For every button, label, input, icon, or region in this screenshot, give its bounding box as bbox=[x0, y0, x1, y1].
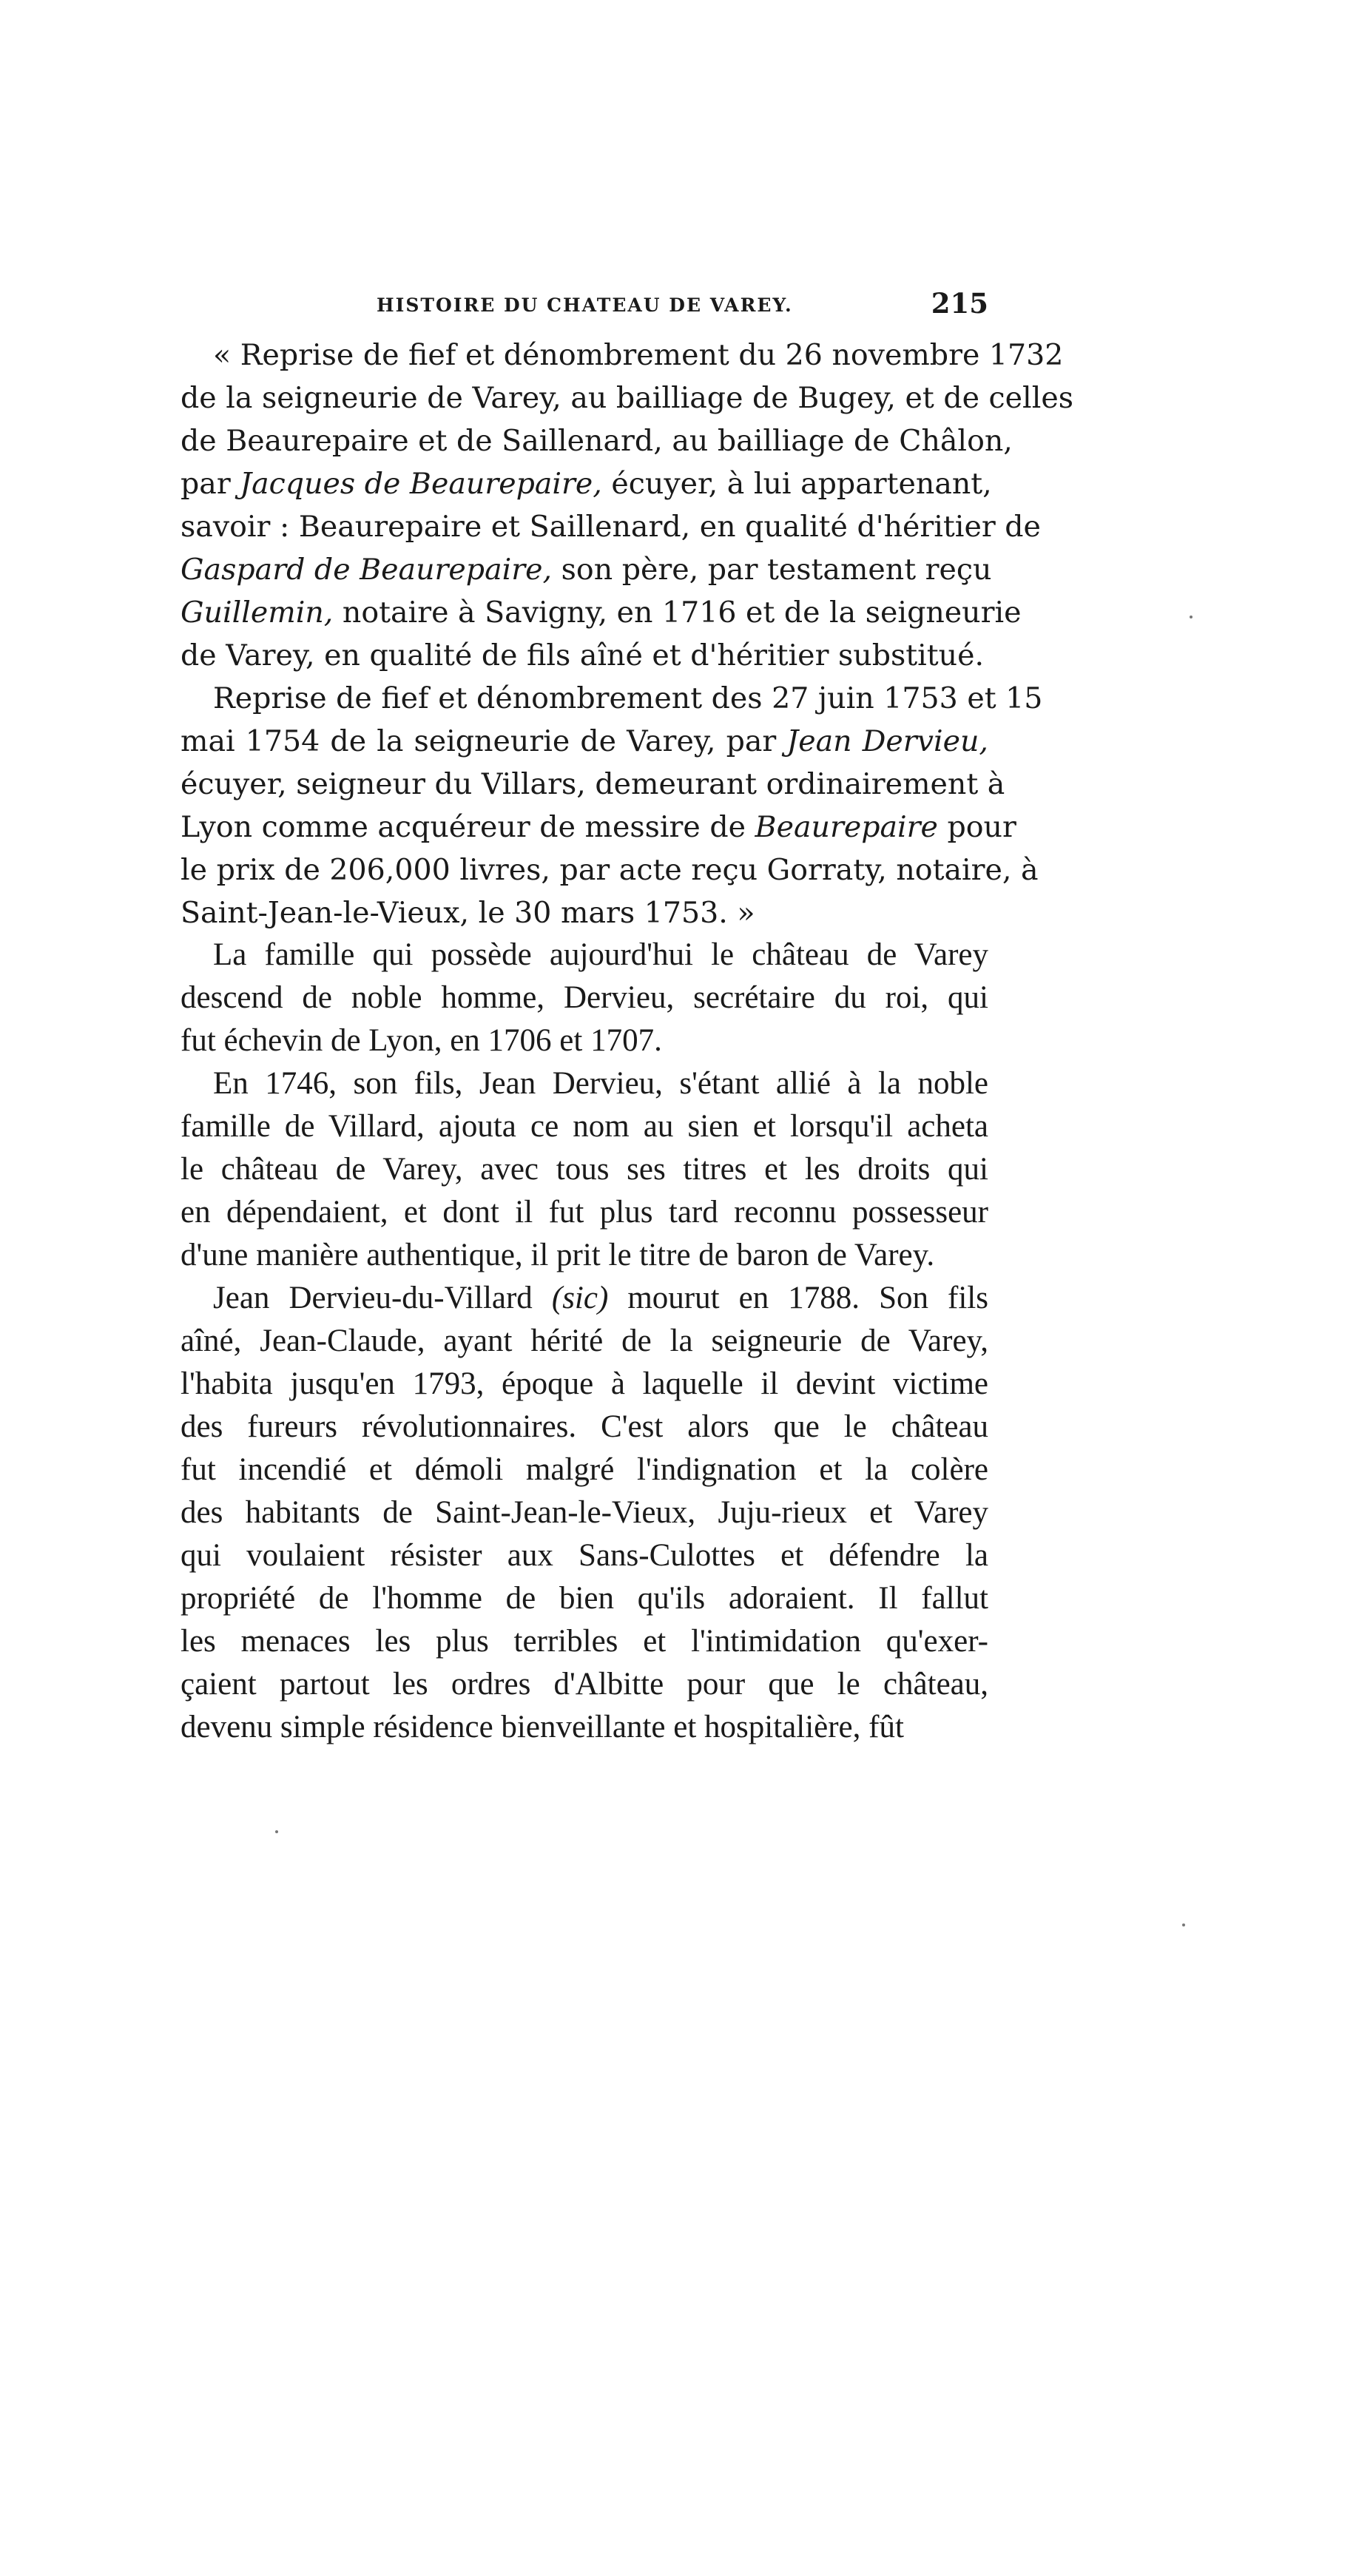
text-segment: qui voulaient résister aux Sans-Culottes et défendre la bbox=[181, 1538, 988, 1573]
text-segment: famille de Villard, ajouta ce nom au sien et lorsqu'il acheta bbox=[181, 1109, 988, 1144]
text-segment: « Reprise de fief et dénombrement du 26 novembre 1732 bbox=[213, 338, 1064, 372]
text-segment: notaire à Savigny, en 1716 et de la seigneurie bbox=[333, 596, 1022, 630]
text-line bbox=[181, 591, 1022, 634]
text-line bbox=[181, 891, 988, 934]
text-line bbox=[181, 1406, 988, 1449]
text-segment: les menaces les plus terribles et l'intimidation qu'exer- bbox=[181, 1624, 988, 1659]
text-line bbox=[181, 1363, 988, 1406]
narrative-paragraph bbox=[181, 934, 988, 1062]
narrative-paragraph bbox=[181, 1277, 988, 1749]
text-segment: çaient partout les ordres d'Albitte pour que le château, bbox=[181, 1667, 988, 1702]
scan-speck bbox=[275, 1830, 278, 1833]
text-line bbox=[181, 1449, 988, 1491]
text-segment: de la seigneurie de Varey, au bailliage de Bugey, et de celles bbox=[181, 381, 1073, 415]
text-line bbox=[181, 1320, 988, 1363]
text-segment: Saint-Jean-le-Vieux, le 30 mars 1753. » bbox=[181, 896, 755, 930]
page-number: 215 bbox=[931, 287, 988, 320]
text-segment: savoir : Beaurepaire et Saillenard, en qualité d'héritier de bbox=[181, 510, 1041, 544]
text-segment: mai 1754 de la seigneurie de Varey, par bbox=[181, 724, 787, 758]
text-line bbox=[181, 677, 1043, 720]
text-segment: l'habita jusqu'en 1793, époque à laquelle il devint victime bbox=[181, 1366, 988, 1401]
text-segment: pour bbox=[937, 810, 1016, 844]
text-segment: Reprise de fief et dénombrement des 27 juin 1753 et 15 bbox=[213, 681, 1043, 715]
text-line bbox=[181, 1277, 988, 1320]
text-line bbox=[181, 720, 988, 763]
text-segment: devenu simple résidence bienveillante et hospitalière, fût bbox=[181, 1710, 904, 1744]
text-segment: par bbox=[181, 467, 240, 501]
text-segment: le château de Varey, avec tous ses titres et les droits qui bbox=[181, 1152, 988, 1187]
text-segment: fut incendié et démoli malgré l'indignation et la colère bbox=[181, 1452, 988, 1487]
text-segment: le prix de 206,000 livres, par acte reçu Gorraty, notaire, à bbox=[181, 853, 1039, 887]
text-line bbox=[181, 334, 1064, 377]
italic-text: Gaspard de Beaurepaire, bbox=[181, 553, 553, 587]
text-segment: La famille qui possède aujourd'hui le château de Varey bbox=[213, 937, 988, 972]
text-segment: son père, par testament reçu bbox=[552, 553, 992, 587]
text-segment: des fureurs révolutionnaires. C'est alors que le château bbox=[181, 1409, 988, 1444]
text-segment: Lyon comme acquéreur de messire de bbox=[181, 810, 755, 844]
text-segment: descend de noble homme, Dervieu, secrétaire du roi, qui bbox=[181, 980, 988, 1015]
text-segment: de Varey, en qualité de fils aîné et d'héritier substitué. bbox=[181, 638, 985, 672]
scan-speck bbox=[1190, 616, 1193, 618]
scan-speck bbox=[1182, 1923, 1185, 1926]
text-line bbox=[181, 1491, 988, 1534]
text-line bbox=[181, 1663, 988, 1706]
text-line bbox=[181, 1234, 988, 1277]
text-line bbox=[181, 934, 988, 977]
text-line bbox=[181, 1062, 988, 1105]
italic-text: Jacques de Beaurepaire, bbox=[240, 467, 602, 501]
quote-paragraph bbox=[181, 677, 1043, 934]
italic-text: Beaurepaire bbox=[755, 810, 938, 844]
page-header bbox=[181, 287, 988, 324]
quote-paragraph bbox=[181, 334, 1073, 677]
text-segment: écuyer, à lui appartenant, bbox=[601, 467, 992, 501]
text-line bbox=[181, 1105, 988, 1148]
italic-text: Guillemin, bbox=[181, 596, 334, 630]
text-segment: fut échevin de Lyon, en 1706 et 1707. bbox=[181, 1023, 662, 1058]
text-segment: Jean Dervieu-du-Villard bbox=[213, 1281, 552, 1315]
text-line bbox=[181, 462, 992, 505]
text-line bbox=[181, 763, 1005, 806]
text-segment: en dépendaient, et dont il fut plus tard reconnu possesseur bbox=[181, 1195, 988, 1230]
italic-text: Jean Dervieu, bbox=[786, 724, 988, 758]
text-line bbox=[181, 1620, 988, 1663]
text-line bbox=[181, 634, 988, 677]
text-line bbox=[181, 1019, 988, 1062]
narrative-paragraph bbox=[181, 1062, 988, 1277]
text-segment: aîné, Jean-Claude, ayant hérité de la seigneurie de Varey, bbox=[181, 1324, 988, 1358]
italic-text: (sic) bbox=[551, 1281, 609, 1315]
text-line bbox=[181, 977, 988, 1019]
text-segment: mourut en 1788. Son fils bbox=[608, 1281, 988, 1315]
text-line bbox=[181, 849, 1039, 891]
narrative-block bbox=[181, 934, 988, 1749]
text-segment: écuyer, seigneur du Villars, demeurant ordinairement à bbox=[181, 767, 1005, 801]
text-line bbox=[181, 1534, 988, 1577]
text-line bbox=[181, 419, 1013, 462]
text-segment: propriété de l'homme de bien qu'ils adoraient. Il fallut bbox=[181, 1581, 988, 1616]
text-line bbox=[181, 806, 1016, 849]
text-line bbox=[181, 1706, 988, 1749]
text-segment: de Beaurepaire et de Saillenard, au bailliage de Châlon, bbox=[181, 424, 1013, 458]
text-line bbox=[181, 548, 992, 591]
text-segment: d'une manière authentique, il prit le titre de baron de Varey. bbox=[181, 1238, 935, 1272]
running-title: HISTOIRE DU CHATEAU DE VAREY. bbox=[377, 294, 793, 316]
text-line bbox=[181, 1577, 988, 1620]
quoted-record-block bbox=[181, 334, 1073, 934]
text-line bbox=[181, 1148, 988, 1191]
text-line bbox=[181, 377, 1073, 419]
text-line bbox=[181, 505, 1041, 548]
text-segment: En 1746, son fils, Jean Dervieu, s'étant allié à la noble bbox=[213, 1066, 988, 1101]
text-segment: des habitants de Saint-Jean-le-Vieux, Juju-rieux et Varey bbox=[181, 1495, 988, 1530]
text-line bbox=[181, 1191, 988, 1234]
